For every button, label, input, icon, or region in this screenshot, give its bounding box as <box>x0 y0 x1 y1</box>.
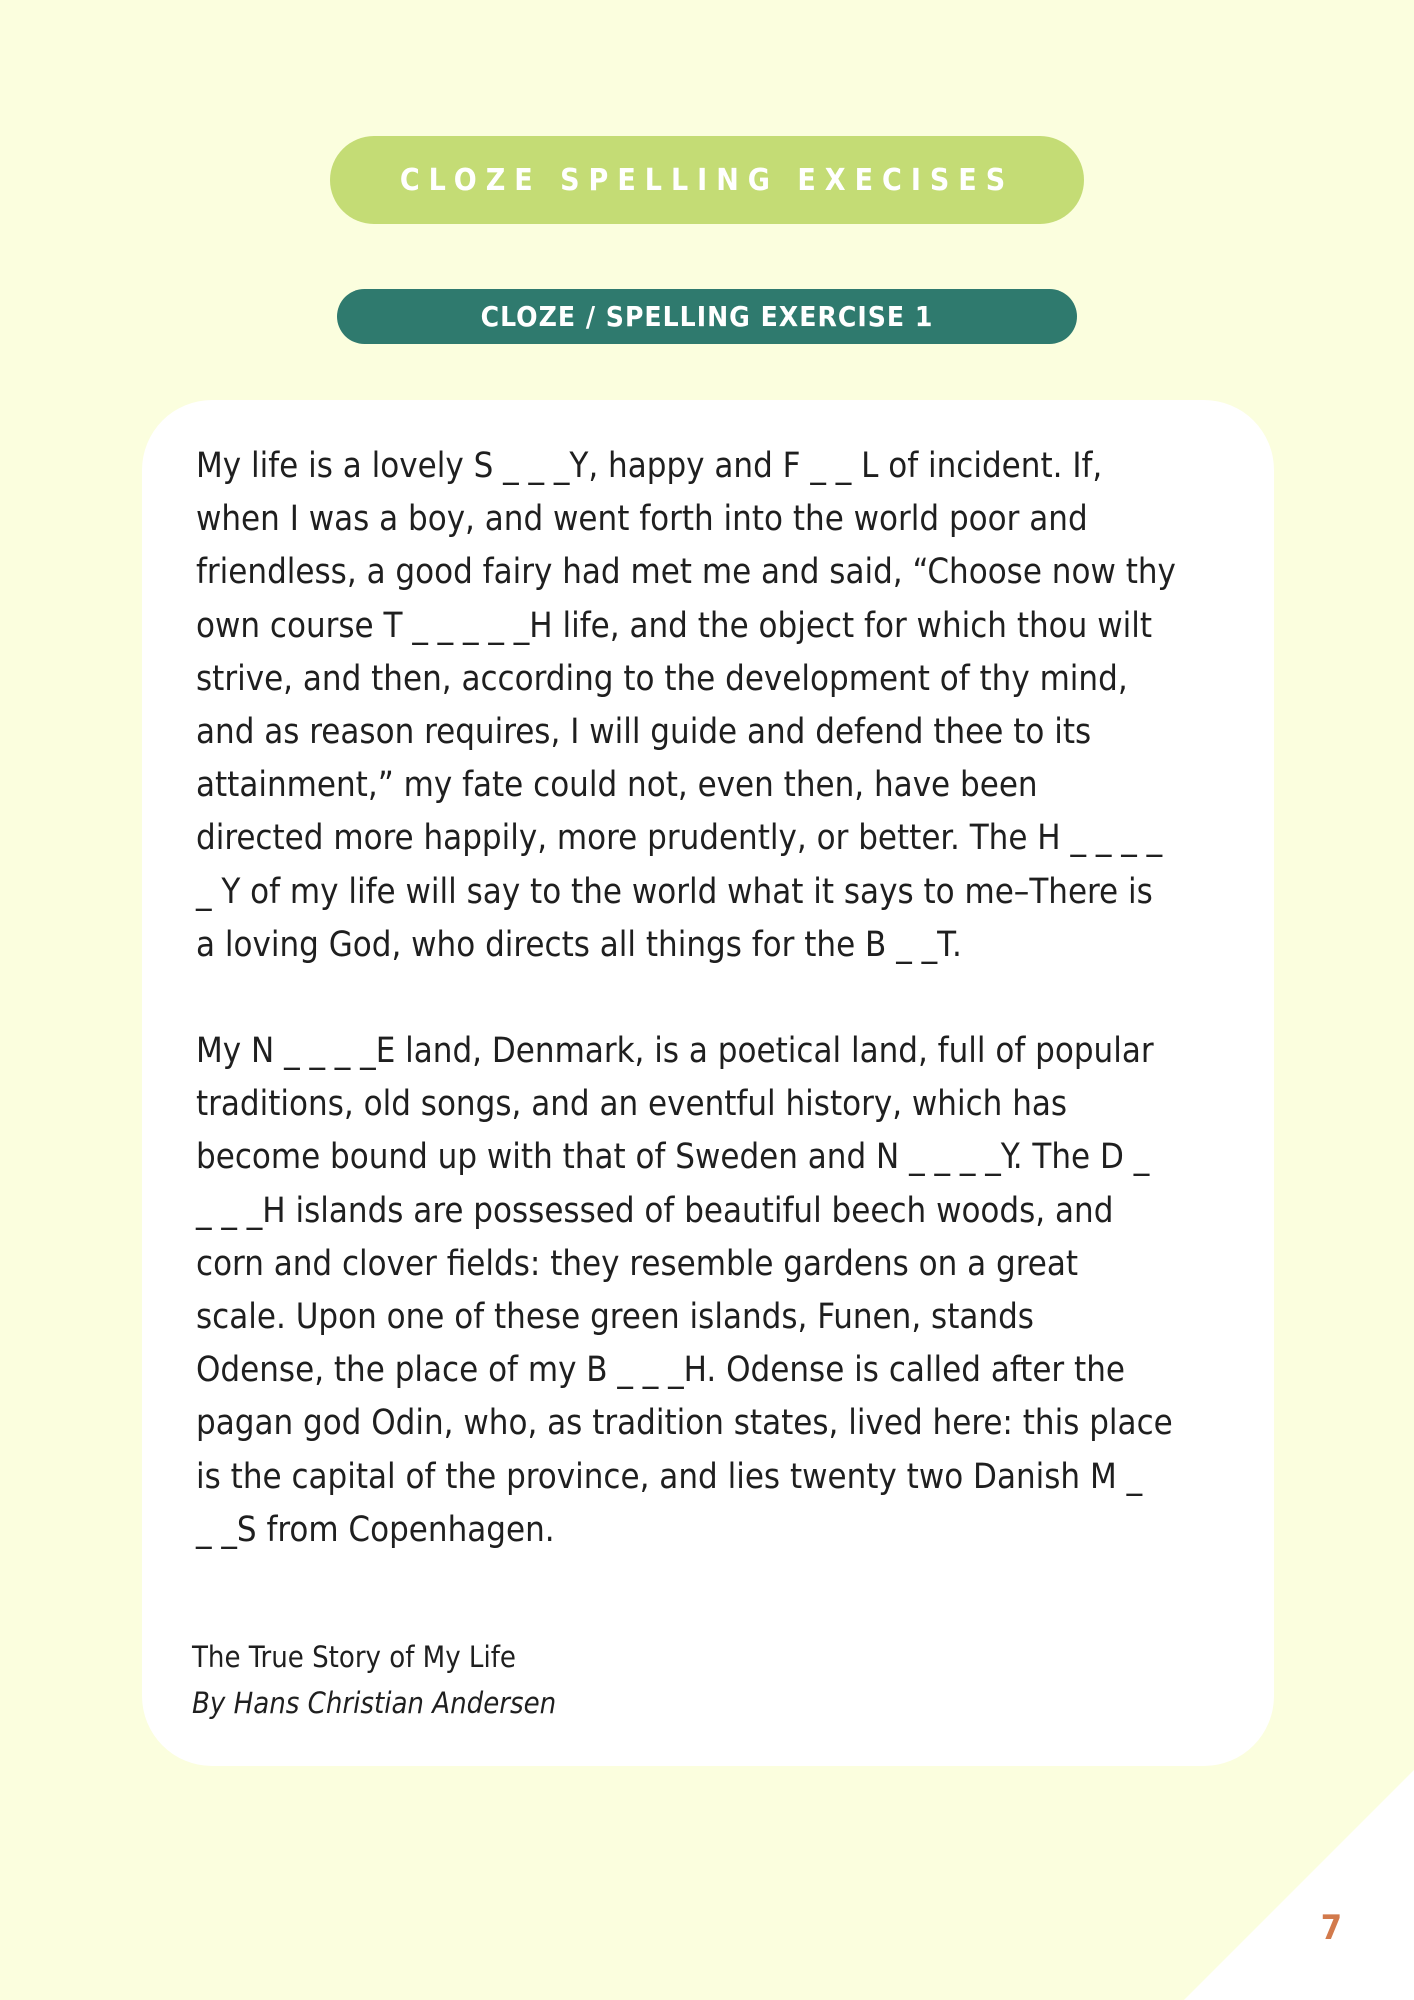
exercise-card <box>142 400 1274 1766</box>
passage-paragraph-1: My life is a lovely S _ _ _Y, happy and F _ _ L of incident. If, when I was a boy, and went forth into the world poor and friendless, a good fairy had met me and said, “Choose now thy own course T _ _ _ _ _H life, and the object for which thou wilt strive, and then, according to the development of thy mind, and as reason requires, I will guide and defend thee to its attainment,” my fate could not, even then, have been directed more happily, more prudently, or better. The H _ _ _ _ _ Y of my life will say to the world what it says to me–There is a loving God, who directs all things for the B _ _T. <box>196 446 1176 965</box>
corner-decoration <box>1184 1770 1414 2000</box>
source-title: The True Story of My Life <box>192 1640 516 1674</box>
page-number: 7 <box>1320 1908 1342 1948</box>
exercise-title-banner <box>337 289 1077 344</box>
source-author: By Hans Christian Andersen <box>192 1686 557 1720</box>
source-citation <box>192 1634 556 1726</box>
exercise-passage <box>196 440 1256 1557</box>
passage-paragraph-2: My N _ _ _ _E land, Denmark, is a poetical land, full of popular traditions, old songs, and an eventful history, which has become bound up with that of Sweden and N _ _ _ _Y. The D _ _ _ _H islands are possessed of beautiful beech woods, and corn and clover fields: they resemble gardens on a great scale. Upon one of these green islands, Funen, stands Odense, the place of my B _ _ _H. Odense is called after the pagan god Odin, who, as tradition states, lived here: this place is the capital of the province, and lies twenty two Danish M _ _ _S from Copenhagen. <box>196 1031 1173 1550</box>
page-title-banner <box>330 136 1084 224</box>
page-title: CLOZE SPELLING EXECISES <box>399 162 1015 198</box>
exercise-title: CLOZE / SPELLING EXERCISE 1 <box>480 300 934 333</box>
